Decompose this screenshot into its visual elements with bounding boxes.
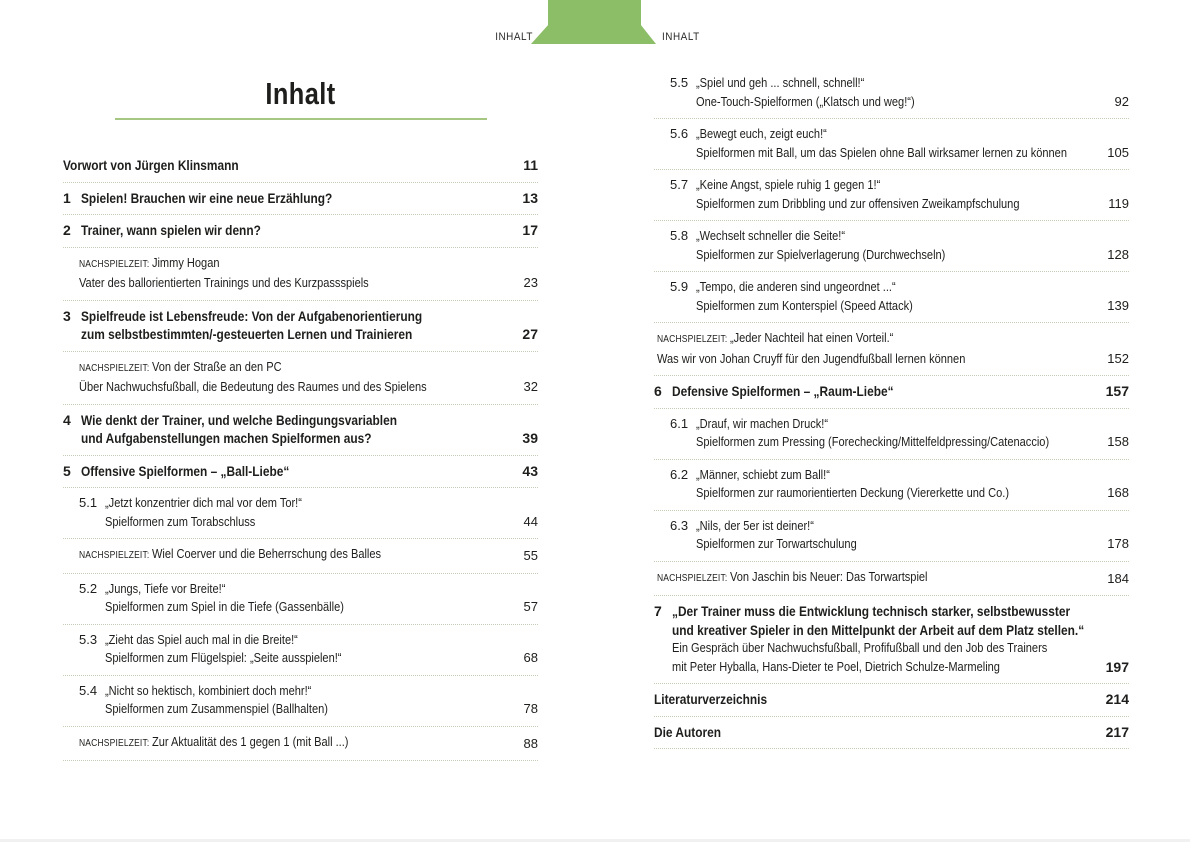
entry-page-number: 92 xyxy=(1114,93,1129,109)
toc-left-entries xyxy=(63,150,538,761)
entry-text: Wie denkt der Trainer, und welche Bedingungsvariablen und Aufgabenstellungen machen Spielformen aus? xyxy=(81,411,397,446)
entry-text: NACHSPIELZEIT: Zur Aktualität des 1 gegen 1 (mit Ball ...) xyxy=(79,733,349,749)
toc-entry xyxy=(654,221,1129,272)
title-block xyxy=(63,76,538,120)
nachspielzeit-label: NACHSPIELZEIT: xyxy=(79,258,152,270)
entry-text: „Bewegt euch, zeigt euch!“ Spielformen mit Ball, um das Spielen ohne Ball wirksamer lernen zu können xyxy=(696,126,1067,160)
entry-page-number: 44 xyxy=(523,513,538,529)
entry-page-number: 78 xyxy=(523,701,538,716)
toc-right-column xyxy=(654,62,1129,761)
toc-entry xyxy=(654,511,1129,562)
toc-entry xyxy=(654,323,1129,376)
entry-text: Offensive Spielformen – „Ball-Liebe“ xyxy=(81,462,290,479)
entry-text: Die Autoren xyxy=(654,723,722,740)
entry-number: 4 xyxy=(63,411,71,428)
toc-entry xyxy=(654,68,1129,119)
entry-page-number: 32 xyxy=(523,379,538,394)
entry-number: 1 xyxy=(63,189,71,206)
entry-page-number: 168 xyxy=(1107,485,1129,500)
entry-text: NACHSPIELZEIT: Jimmy Hogan Vater des ballorientierten Trainings und des Kurzpassspiels xyxy=(79,254,369,290)
entry-number: 6 xyxy=(654,383,662,399)
entry-page-number: 88 xyxy=(523,735,538,751)
toc-entry xyxy=(63,625,538,676)
toc-entry xyxy=(654,376,1129,409)
toc-entry xyxy=(63,574,538,625)
entry-text: NACHSPIELZEIT: „Jeder Nachteil hat einen Vorteil.“ Was wir von Johan Cruyff für den Jugendfußball lernen können xyxy=(657,330,966,366)
entry-page-number: 11 xyxy=(523,157,538,173)
entry-page-number: 197 xyxy=(1105,658,1129,675)
entry-text: „Tempo, die anderen sind ungeordnet ...“ Spielformen zum Konterspiel (Speed Attack) xyxy=(696,279,913,313)
entry-text: NACHSPIELZEIT: Von Jaschin bis Neuer: Das Torwartspiel xyxy=(657,568,928,584)
entry-text: „Jungs, Tiefe vor Breite!“ Spielformen zum Spiel in die Tiefe (Gassenbälle) xyxy=(105,580,344,614)
entry-page-number: 17 xyxy=(522,222,538,238)
entry-page-number: 217 xyxy=(1105,723,1129,740)
toc-entry xyxy=(63,150,538,183)
toc-entry xyxy=(63,183,538,216)
toc-columns xyxy=(63,62,1129,761)
entry-page-number: 184 xyxy=(1107,570,1129,586)
entry-number: 5.1 xyxy=(79,495,98,510)
entry-page-number: 23 xyxy=(523,275,538,290)
title-underline xyxy=(115,118,487,120)
entry-page-number: 139 xyxy=(1107,297,1129,313)
entry-page-number: 214 xyxy=(1105,691,1129,707)
entry-number: 5.4 xyxy=(79,682,98,698)
entry-text: „Drauf, wir machen Druck!“ Spielformen zum Pressing (Forechecking/Mittelfeldpressing/Catenaccio) xyxy=(696,415,1050,449)
entry-text: Vorwort von Jürgen Klinsmann xyxy=(63,157,239,173)
entry-text: NACHSPIELZEIT: Wiel Coerver und die Beherrschung des Balles xyxy=(79,546,382,561)
entry-text: „Der Trainer muss die Entwicklung technisch starker, selbstbewusster und kreativer Spieler in den Mittelpunkt der Arbeit auf dem Platz stellen.“ Ein Gespräch über Nachwuchsfußball, Profifußball und den Job des Trainers mit Peter Hyballa, Hans-Dieter te Poel, Dietrich Schulze-Marmeling xyxy=(672,603,1085,674)
entry-text: „Nils, der 5er ist deiner!“ Spielformen zur Torwartschulung xyxy=(696,517,857,551)
entry-text: Spielen! Brauchen wir eine neue Erzählung? xyxy=(81,189,333,206)
entry-number: 5.3 xyxy=(79,631,98,647)
toc-entry xyxy=(654,717,1129,750)
entry-text: Literaturverzeichnis xyxy=(654,691,768,707)
toc-entry xyxy=(63,456,538,489)
entry-page-number: 158 xyxy=(1107,434,1129,449)
entry-text: „Wechselt schneller die Seite!“ Spielformen zur Spielverlagerung (Durchwechseln) xyxy=(696,228,946,262)
entry-number: 7 xyxy=(654,603,662,619)
entry-number: 5.5 xyxy=(670,75,689,90)
toc-entry xyxy=(63,539,538,574)
entry-number: 6.2 xyxy=(670,466,689,482)
toc-entry xyxy=(654,119,1129,170)
page-title: Inhalt xyxy=(265,76,336,111)
entry-text: Spielfreude ist Lebensfreude: Von der Aufgabenorientierung zum selbstbestimmten/-gesteuerten Lernen und Trainieren xyxy=(81,307,423,342)
nachspielzeit-label: NACHSPIELZEIT: xyxy=(79,550,152,561)
nachspielzeit-label: NACHSPIELZEIT: xyxy=(657,334,730,345)
toc-entry xyxy=(63,727,538,762)
toc-entry xyxy=(63,488,538,539)
entry-page-number: 68 xyxy=(523,650,538,665)
entry-text: „Keine Angst, spiele ruhig 1 gegen 1!“ Spielformen zum Dribbling und zur offensiven Zweikampfschulung xyxy=(696,177,1020,211)
entry-text: Defensive Spielformen – „Raum-Liebe“ xyxy=(672,383,894,399)
entry-text: „Männer, schiebt zum Ball!“ Spielformen zur raumorientierten Deckung (Viererkette und Co.) xyxy=(696,466,1010,500)
entry-page-number: 157 xyxy=(1105,383,1129,399)
entry-number: 6.3 xyxy=(670,517,689,533)
entry-page-number: 178 xyxy=(1107,536,1129,551)
entry-text: „Nicht so hektisch, kombiniert doch mehr!“ Spielformen zum Zusammenspiel (Ballhalten) xyxy=(105,682,328,716)
toc-entry xyxy=(654,170,1129,221)
toc-entry xyxy=(63,248,538,301)
entry-number: 5 xyxy=(63,462,71,479)
toc-right-entries xyxy=(654,68,1129,749)
running-head-left: INHALT xyxy=(495,31,533,43)
toc-entry xyxy=(654,684,1129,717)
inhalt-tab xyxy=(531,0,656,44)
entry-page-number: 119 xyxy=(1108,195,1129,211)
running-head-right: INHALT xyxy=(662,31,700,43)
entry-number: 6.1 xyxy=(670,415,689,431)
entry-page-number: 105 xyxy=(1107,144,1129,160)
entry-number: 5.7 xyxy=(670,177,689,192)
nachspielzeit-label: NACHSPIELZEIT: xyxy=(79,737,152,749)
entry-text: „Jetzt konzentrier dich mal vor dem Tor!“ Spielformen zum Torabschluss xyxy=(105,495,302,529)
toc-left-column xyxy=(63,62,538,761)
entry-number: 2 xyxy=(63,222,71,238)
entry-number: 5.9 xyxy=(670,279,689,294)
entry-page-number: 39 xyxy=(522,430,538,446)
entry-page-number: 128 xyxy=(1107,246,1129,262)
entry-page-number: 13 xyxy=(522,189,538,206)
entry-text: NACHSPIELZEIT: Von der Straße an den PC Über Nachwuchsfußball, die Bedeutung des Raumes und des Spielens xyxy=(79,358,427,394)
entry-text: „Spiel und geh ... schnell, schnell!“ One-Touch-Spielformen („Klatsch und weg!“) xyxy=(696,75,915,109)
entry-text: Trainer, wann spielen wir denn? xyxy=(81,222,261,238)
entry-text: „Zieht das Spiel auch mal in die Breite!“ Spielformen zum Flügelspiel: „Seite ausspielen!“ xyxy=(105,631,342,665)
entry-page-number: 152 xyxy=(1107,350,1129,366)
toc-entry xyxy=(654,596,1129,684)
entry-number: 5.8 xyxy=(670,228,689,243)
toc-entry xyxy=(63,301,538,352)
entry-page-number: 43 xyxy=(522,462,538,479)
toc-entry xyxy=(63,352,538,405)
entry-page-number: 27 xyxy=(522,326,538,342)
entry-number: 3 xyxy=(63,307,71,324)
toc-entry xyxy=(654,460,1129,511)
toc-entry xyxy=(654,409,1129,460)
entry-number: 5.6 xyxy=(670,126,689,141)
toc-entry xyxy=(654,272,1129,323)
toc-entry xyxy=(654,562,1129,597)
toc-entry xyxy=(63,676,538,727)
entry-page-number: 55 xyxy=(523,548,538,563)
entry-number: 5.2 xyxy=(79,580,98,596)
nachspielzeit-label: NACHSPIELZEIT: xyxy=(657,572,730,584)
toc-entry xyxy=(63,405,538,456)
nachspielzeit-label: NACHSPIELZEIT: xyxy=(79,362,152,374)
entry-page-number: 57 xyxy=(523,599,538,614)
toc-entry xyxy=(63,215,538,248)
